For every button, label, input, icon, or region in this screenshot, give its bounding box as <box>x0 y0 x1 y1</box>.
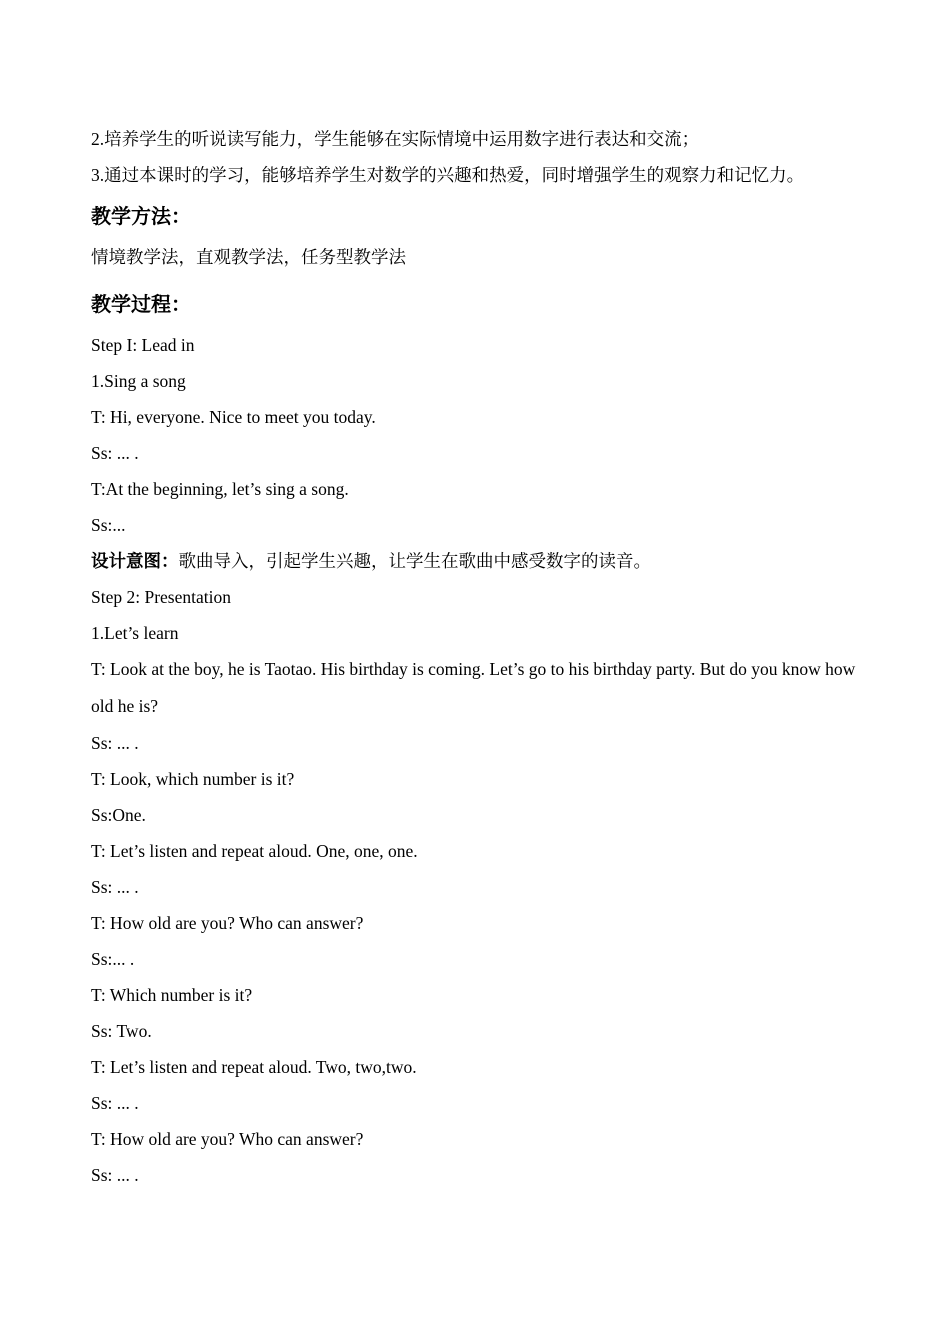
dialogue-line: Ss: ... . <box>91 877 139 897</box>
dialogue-line: T: Look, which number is it? <box>91 769 295 789</box>
dialogue-line: Ss: ... . <box>91 733 139 753</box>
dialogue-line: T: Let’s listen and repeat aloud. Two, two,two. <box>91 1057 417 1077</box>
objective-3: 3.通过本课时的学习，能够培养学生对数学的兴趣和热爱，同时增强学生的观察力和记忆力。 <box>91 165 805 185</box>
step1-title: Step I: Lead in <box>91 335 195 355</box>
step2-intro: T: Look at the boy, he is Taotao. His birthday is coming. Let’s go to his birthday party. But do you know how old he is? <box>91 659 856 716</box>
design-intent <box>91 543 881 579</box>
step1-sub: 1.Sing a song <box>91 371 186 391</box>
step2-title: Step 2: Presentation <box>91 587 231 607</box>
dialogue-line: Ss:... . <box>91 949 135 969</box>
dialogue-line: Ss: ... . <box>91 1093 139 1113</box>
dialogue-line: Ss: ... . <box>91 1165 139 1185</box>
design-intent-text: 歌曲导入，引起学生兴趣，让学生在歌曲中感受数字的读音。 <box>178 551 651 571</box>
dialogue-line: T: Hi, everyone. Nice to meet you today. <box>91 407 376 427</box>
dialogue-line: Ss: Two. <box>91 1021 152 1041</box>
document-page <box>91 121 881 1193</box>
dialogue-line: Ss: ... . <box>91 443 139 463</box>
methods-heading: 教学方法： <box>91 204 191 228</box>
dialogue-line: Ss:One. <box>91 805 146 825</box>
dialogue-line: T: How old are you? Who can answer? <box>91 913 364 933</box>
design-intent-label: 设计意图： <box>91 551 179 571</box>
dialogue-line: T: Let’s listen and repeat aloud. One, one, one. <box>91 841 418 861</box>
process-heading: 教学过程： <box>91 292 191 316</box>
objective-2: 2.培养学生的听说读写能力，学生能够在实际情境中运用数字进行表达和交流； <box>91 129 700 149</box>
step2-sub: 1.Let’s learn <box>91 623 179 643</box>
dialogue-line: T: How old are you? Who can answer? <box>91 1129 364 1149</box>
dialogue-line: Ss:... <box>91 515 126 535</box>
dialogue-line: T: Which number is it? <box>91 985 253 1005</box>
dialogue-line: T:At the beginning, let’s sing a song. <box>91 479 349 499</box>
methods-text: 情境教学法，直观教学法，任务型教学法 <box>91 247 406 267</box>
